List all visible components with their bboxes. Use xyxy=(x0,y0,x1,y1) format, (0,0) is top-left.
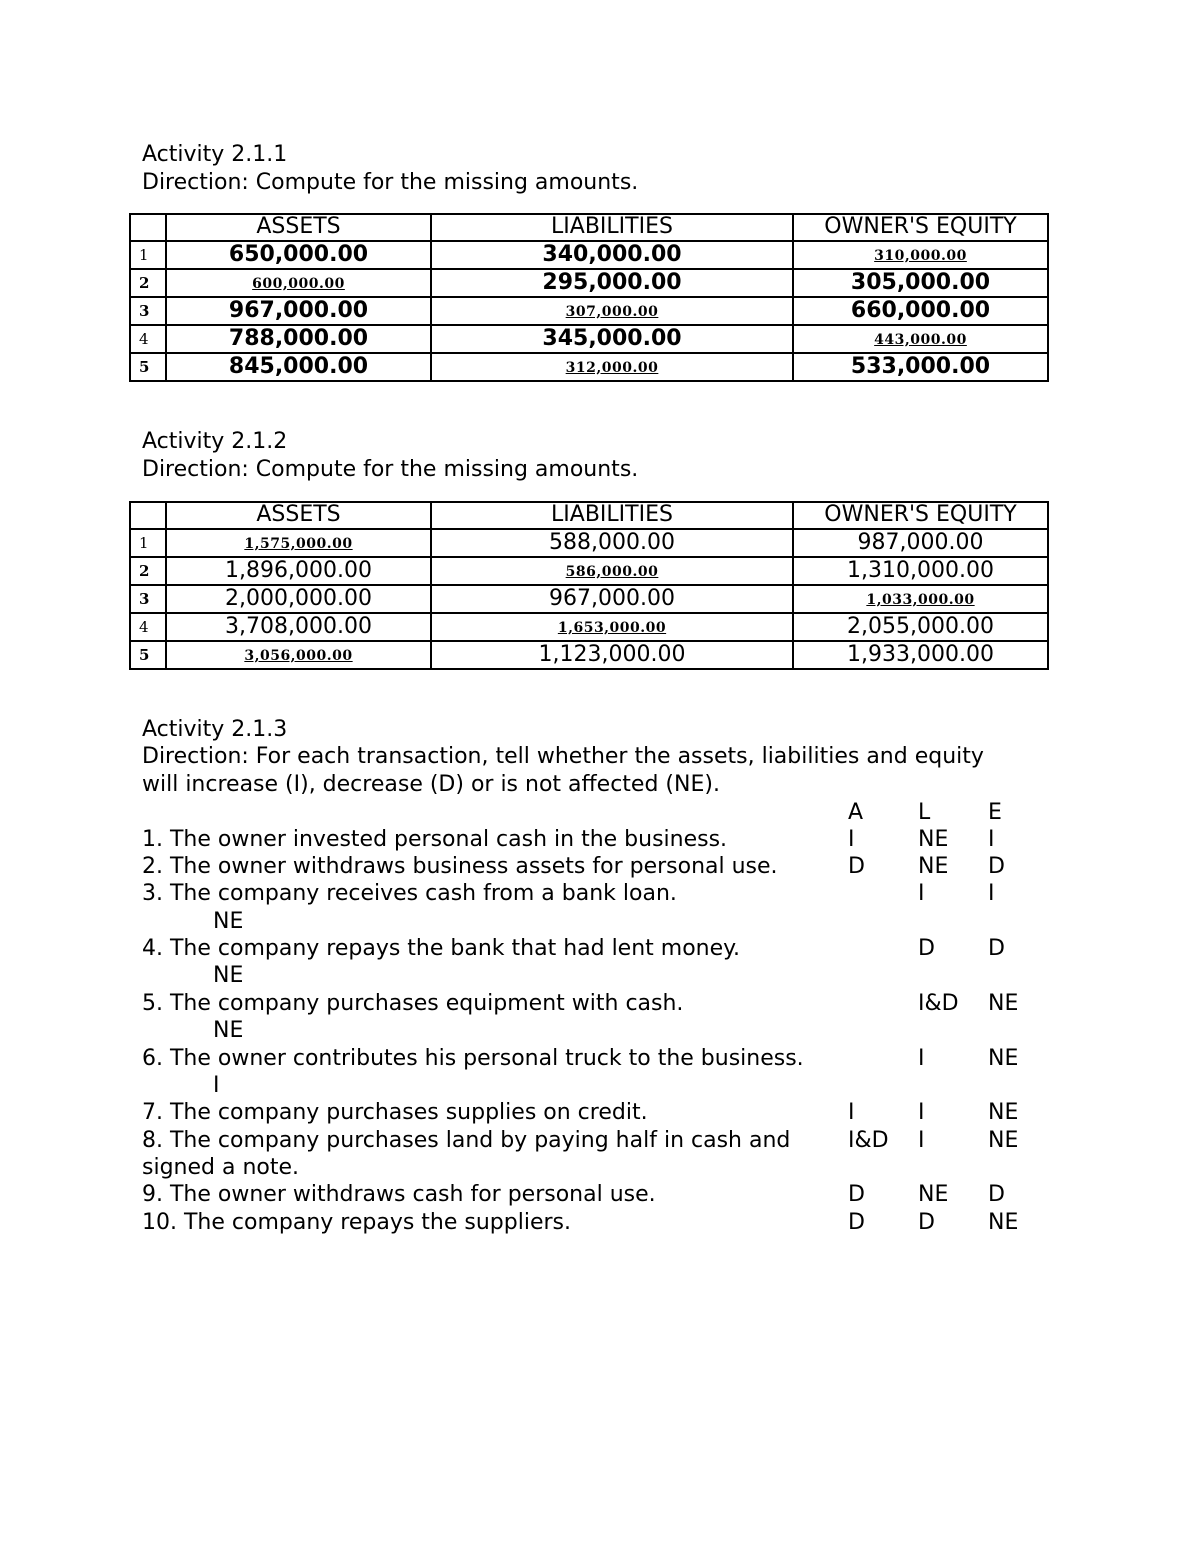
table-row xyxy=(130,353,1048,381)
column-header-l: L xyxy=(918,800,931,825)
answer-e: D xyxy=(988,854,1005,879)
assets-answer-cell xyxy=(166,529,431,557)
liabilities-cell: 1,123,000.00 xyxy=(431,641,793,669)
liabilities-cell: 345,000.00 xyxy=(431,325,793,353)
answer-e: D xyxy=(988,1182,1005,1207)
table-header-row xyxy=(130,214,1048,241)
header-equity: OWNER'S EQUITY xyxy=(793,502,1048,529)
equity-cell: 987,000.00 xyxy=(793,529,1048,557)
header-assets: ASSETS xyxy=(166,502,431,529)
transaction-text: 3. The company receives cash from a bank loan. xyxy=(142,881,677,906)
corner-cell xyxy=(130,502,166,529)
assets-answer-cell xyxy=(166,641,431,669)
row-number: 3 xyxy=(130,585,166,613)
transaction-text: 2. The owner withdraws business assets for personal use. xyxy=(142,854,778,879)
transaction-text: 9. The owner withdraws cash for personal use. xyxy=(142,1182,656,1207)
answer-l: D xyxy=(918,936,935,961)
table-row xyxy=(130,325,1048,353)
activity2-table xyxy=(129,501,1049,670)
header-equity: OWNER'S EQUITY xyxy=(793,214,1048,241)
activity1-table xyxy=(129,213,1049,382)
answer-value: 312,000.00 xyxy=(565,359,659,376)
assets-cell: 2,000,000.00 xyxy=(166,585,431,613)
transaction-text: 5. The company purchases equipment with cash. xyxy=(142,991,684,1016)
answer-a: D xyxy=(848,1182,865,1207)
equity-cell: 2,055,000.00 xyxy=(793,613,1048,641)
answer-a: I&D xyxy=(848,1128,889,1153)
answer-value: 443,000.00 xyxy=(874,331,967,348)
transaction-text: 1. The owner invested personal cash in the business. xyxy=(142,827,728,852)
table-row xyxy=(130,585,1048,613)
wrapped-answer: I xyxy=(213,1073,220,1098)
wrapped-answer: NE xyxy=(213,963,244,988)
answer-a: I xyxy=(848,827,855,852)
transaction-text-continued: signed a note. xyxy=(142,1155,300,1180)
liabilities-answer-cell xyxy=(431,557,793,585)
transaction-text: 6. The owner contributes his personal truck to the business. xyxy=(142,1046,804,1071)
answer-value: 1,653,000.00 xyxy=(557,619,667,636)
answer-e: NE xyxy=(988,1128,1019,1153)
activity3-direction-line2: will increase (I), decrease (D) or is not affected (NE). xyxy=(142,772,720,797)
answer-e: I xyxy=(988,827,995,852)
transaction-text: 7. The company purchases supplies on credit. xyxy=(142,1100,648,1125)
activity3-direction-line1: Direction: For each transaction, tell whether the assets, liabilities and equity xyxy=(142,744,984,769)
row-number: 4 xyxy=(130,613,166,641)
table-header-row xyxy=(130,502,1048,529)
equity-cell: 1,310,000.00 xyxy=(793,557,1048,585)
answer-e: NE xyxy=(988,1046,1019,1071)
liabilities-cell: 967,000.00 xyxy=(431,585,793,613)
row-number: 2 xyxy=(130,269,166,297)
answer-e: NE xyxy=(988,1210,1019,1235)
equity-cell: 660,000.00 xyxy=(793,297,1048,325)
assets-cell: 967,000.00 xyxy=(166,297,431,325)
wrapped-answer: NE xyxy=(213,909,244,934)
answer-value: 3,056,000.00 xyxy=(244,647,353,664)
table-row xyxy=(130,529,1048,557)
row-number: 4 xyxy=(130,325,166,353)
answer-l: I xyxy=(918,1046,925,1071)
answer-value: 586,000.00 xyxy=(565,563,659,580)
answer-value: 1,033,000.00 xyxy=(866,591,975,608)
wrapped-answer: NE xyxy=(213,1018,244,1043)
activity2-title: Activity 2.1.2 xyxy=(142,429,288,454)
header-assets: ASSETS xyxy=(166,214,431,241)
answer-l: I xyxy=(918,1128,925,1153)
transaction-text: 10. The company repays the suppliers. xyxy=(142,1210,571,1235)
answer-e: I xyxy=(988,881,995,906)
equity-cell: 1,933,000.00 xyxy=(793,641,1048,669)
transaction-text: 4. The company repays the bank that had lent money. xyxy=(142,936,741,961)
answer-l: D xyxy=(918,1210,935,1235)
activity2-direction: Direction: Compute for the missing amounts. xyxy=(142,457,639,482)
row-number: 5 xyxy=(130,641,166,669)
answer-l: I xyxy=(918,881,925,906)
transaction-text: 8. The company purchases land by paying half in cash and xyxy=(142,1128,791,1153)
assets-cell: 650,000.00 xyxy=(166,241,431,269)
liabilities-answer-cell xyxy=(431,297,793,325)
answer-a: D xyxy=(848,854,865,879)
assets-cell: 788,000.00 xyxy=(166,325,431,353)
answer-l: NE xyxy=(918,1182,949,1207)
activity1-title: Activity 2.1.1 xyxy=(142,142,288,167)
answer-value: 1,575,000.00 xyxy=(244,535,353,552)
equity-answer-cell xyxy=(793,585,1048,613)
column-header-e: E xyxy=(988,800,1002,825)
column-header-a: A xyxy=(848,800,864,825)
assets-cell: 1,896,000.00 xyxy=(166,557,431,585)
assets-cell: 845,000.00 xyxy=(166,353,431,381)
answer-a: D xyxy=(848,1210,865,1235)
corner-cell xyxy=(130,214,166,241)
answer-l: I&D xyxy=(918,991,959,1016)
answer-l: NE xyxy=(918,827,949,852)
table-row xyxy=(130,297,1048,325)
table-row xyxy=(130,641,1048,669)
equity-answer-cell xyxy=(793,241,1048,269)
table-row xyxy=(130,241,1048,269)
equity-answer-cell xyxy=(793,325,1048,353)
table-row xyxy=(130,557,1048,585)
liabilities-cell: 588,000.00 xyxy=(431,529,793,557)
answer-value: 600,000.00 xyxy=(252,275,345,292)
liabilities-answer-cell xyxy=(431,613,793,641)
row-number: 3 xyxy=(130,297,166,325)
answer-e: NE xyxy=(988,1100,1019,1125)
row-number: 2 xyxy=(130,557,166,585)
answer-e: NE xyxy=(988,991,1019,1016)
table-row xyxy=(130,613,1048,641)
answer-value: 307,000.00 xyxy=(565,303,659,320)
activity3-title: Activity 2.1.3 xyxy=(142,717,288,742)
assets-cell: 3,708,000.00 xyxy=(166,613,431,641)
row-number: 1 xyxy=(130,529,166,557)
equity-cell: 305,000.00 xyxy=(793,269,1048,297)
assets-answer-cell xyxy=(166,269,431,297)
answer-a: I xyxy=(848,1100,855,1125)
liabilities-cell: 295,000.00 xyxy=(431,269,793,297)
equity-cell: 533,000.00 xyxy=(793,353,1048,381)
liabilities-answer-cell xyxy=(431,353,793,381)
answer-e: D xyxy=(988,936,1005,961)
header-liabilities: LIABILITIES xyxy=(431,502,793,529)
row-number: 5 xyxy=(130,353,166,381)
answer-l: NE xyxy=(918,854,949,879)
table-row xyxy=(130,269,1048,297)
liabilities-cell: 340,000.00 xyxy=(431,241,793,269)
answer-l: I xyxy=(918,1100,925,1125)
header-liabilities: LIABILITIES xyxy=(431,214,793,241)
answer-value: 310,000.00 xyxy=(874,247,967,264)
activity1-direction: Direction: Compute for the missing amounts. xyxy=(142,170,639,195)
row-number: 1 xyxy=(130,241,166,269)
